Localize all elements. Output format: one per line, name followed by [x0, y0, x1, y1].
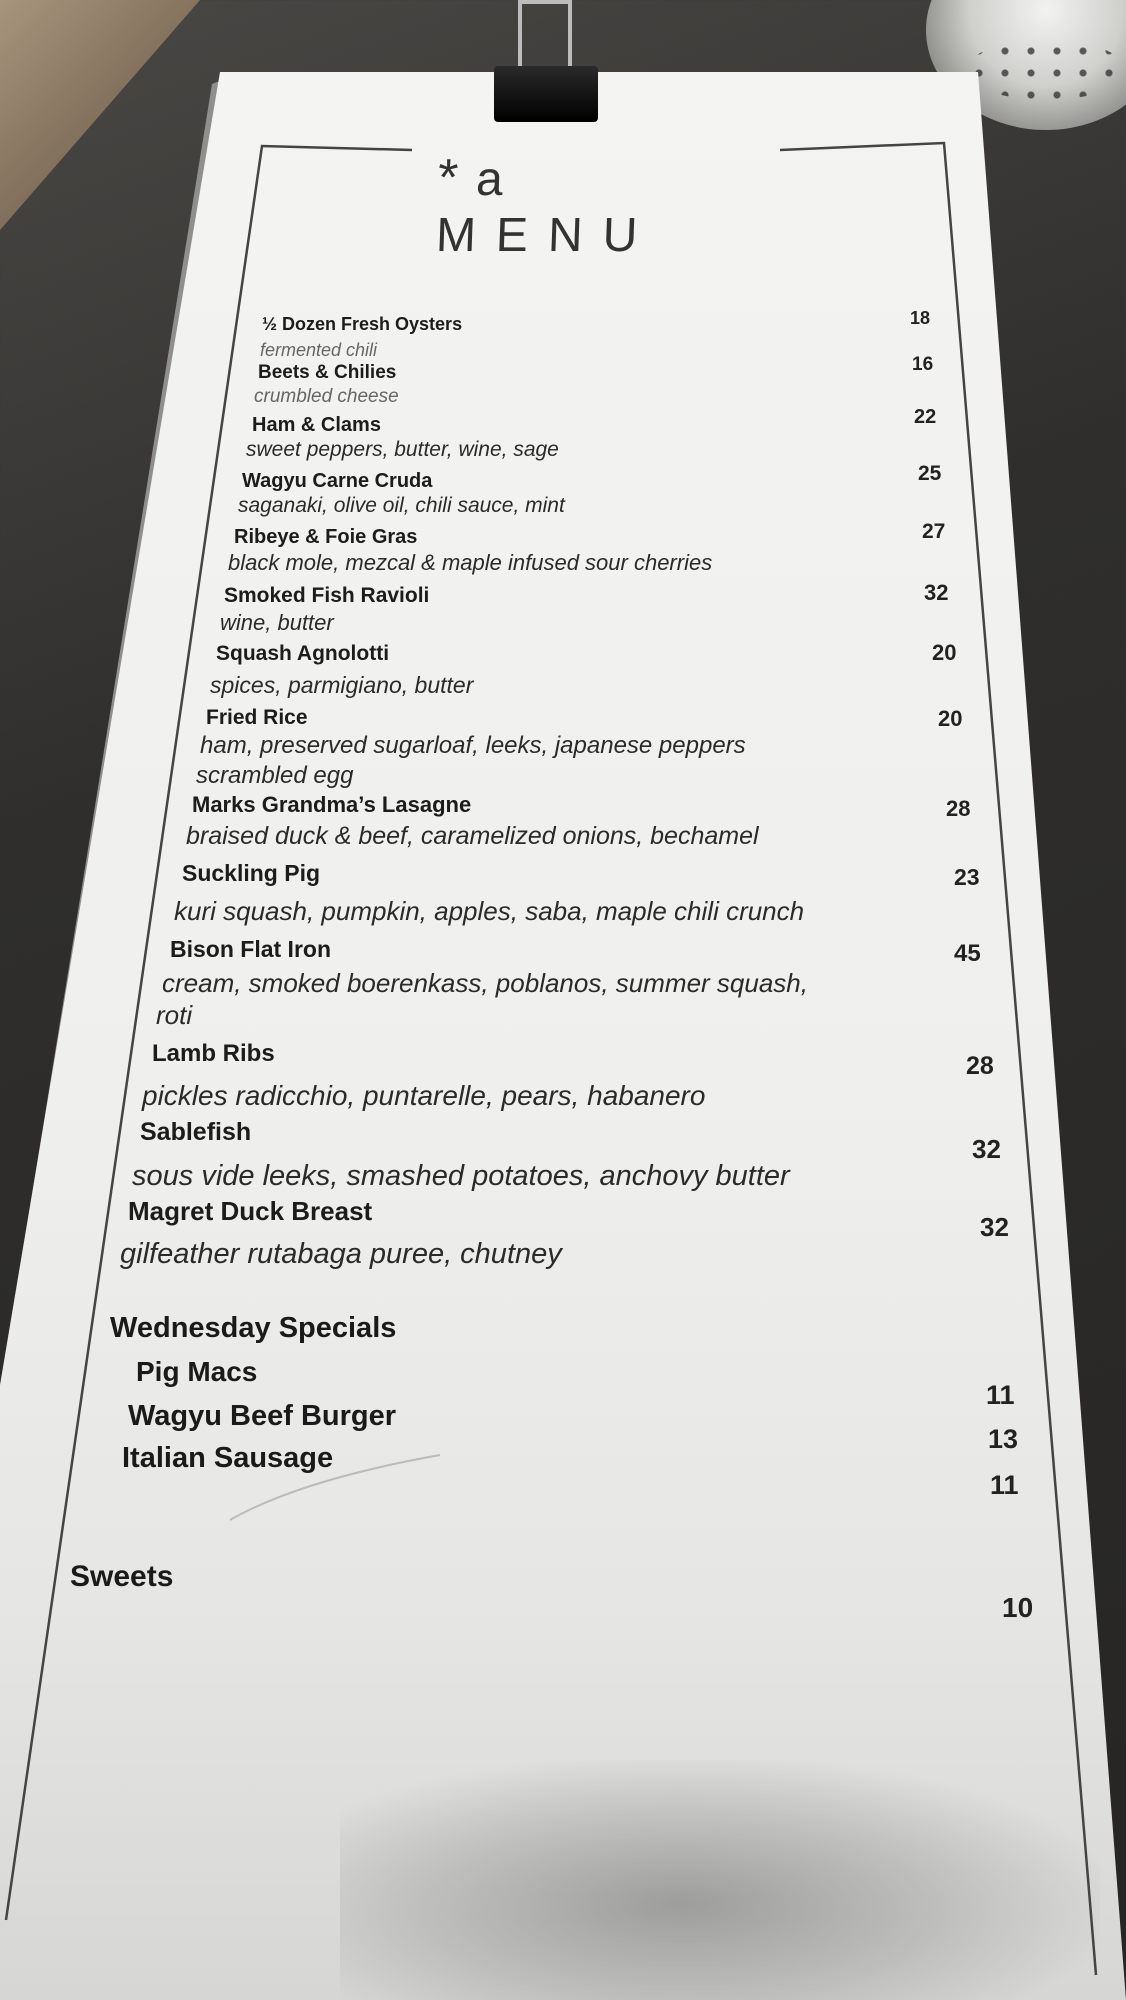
menu-item-desc: crumbled cheese — [254, 386, 399, 407]
menu-item-price: 20 — [938, 706, 963, 731]
menu-item-price: 20 — [932, 640, 957, 665]
menu-item-desc: braised duck & beef, caramelized onions, bechamel — [186, 822, 759, 850]
menu-item-desc: ham, preserved sugarloaf, leeks, japanese peppers — [200, 732, 746, 759]
menu-item-desc: saganaki, olive oil, chili sauce, mint — [238, 494, 565, 517]
sweets-heading: Sweets — [70, 1560, 174, 1593]
special-item-price: 11 — [990, 1470, 1019, 1500]
special-item-price: 11 — [986, 1380, 1015, 1410]
special-item-price: 13 — [988, 1424, 1019, 1454]
menu-item-name: Lamb Ribs — [152, 1040, 275, 1067]
menu-item-desc: black mole, mezcal & maple infused sour cherries — [228, 550, 713, 575]
menu-item-name: Wagyu Carne Cruda — [242, 470, 433, 492]
logo-mark: * — [436, 149, 460, 207]
menu-item-name: Suckling Pig — [182, 860, 321, 886]
menu-item-price: 45 — [954, 940, 981, 967]
menu-item-name: Smoked Fish Ravioli — [224, 584, 430, 607]
menu-item-name: Sablefish — [140, 1118, 252, 1146]
menu-item-name: Beets & Chilies — [258, 362, 397, 383]
menu-item-desc: gilfeather rutabaga puree, chutney — [120, 1238, 562, 1270]
special-item-name: Italian Sausage — [122, 1442, 334, 1474]
menu-item-desc: pickles radicchio, puntarelle, pears, habanero — [142, 1080, 706, 1111]
menu-item-name: Fried Rice — [206, 706, 308, 729]
binder-clip — [494, 66, 598, 122]
menu-item-desc: sweet peppers, butter, wine, sage — [246, 438, 559, 461]
menu-item-desc: wine, butter — [220, 610, 334, 635]
menu-item-price: 23 — [954, 864, 980, 890]
menu-title-text: a MENU — [435, 153, 659, 262]
menu-item-name: ½ Dozen Fresh Oysters — [262, 314, 463, 334]
menu-item-name: Ribeye & Foie Gras — [234, 526, 418, 548]
menu-item-name: Ham & Clams — [252, 414, 381, 436]
menu-item-desc: fermented chili — [260, 340, 378, 360]
menu-item-name: Squash Agnolotti — [216, 642, 390, 665]
menu-item-price: 28 — [966, 1052, 994, 1080]
special-item-name: Wagyu Beef Burger — [128, 1400, 397, 1432]
menu-title — [435, 148, 759, 262]
sweets-price: 10 — [1002, 1592, 1034, 1623]
specials-heading: Wednesday Specials — [110, 1312, 397, 1344]
shadow-on-paper — [340, 1760, 1100, 2000]
special-item-name: Pig Macs — [136, 1356, 258, 1387]
menu-item-price: 28 — [946, 796, 971, 821]
menu-item-price: 27 — [922, 520, 946, 543]
menu-item-desc-cont: scrambled egg — [196, 762, 354, 789]
menu-item-price: 32 — [972, 1134, 1001, 1164]
menu-item-name: Marks Grandma’s Lasagne — [192, 792, 472, 817]
menu-item-price: 32 — [924, 580, 949, 605]
menu-item-price: 22 — [914, 406, 937, 428]
menu-item-desc: sous vide leeks, smashed potatoes, anchovy butter — [132, 1160, 790, 1192]
menu-item-desc: cream, smoked boerenkass, poblanos, summer squash, — [162, 968, 808, 998]
menu-item-desc: kuri squash, pumpkin, apples, saba, maple chili crunch — [174, 896, 805, 926]
menu-item-name: Bison Flat Iron — [170, 936, 331, 962]
menu-item-price: 25 — [918, 462, 942, 485]
menu-item-name: Magret Duck Breast — [128, 1196, 373, 1226]
menu-item-desc-cont: roti — [156, 1000, 193, 1030]
menu-item-price: 32 — [980, 1212, 1009, 1242]
menu-item-price: 16 — [912, 354, 934, 375]
menu-item-price: 18 — [910, 308, 931, 328]
menu-item-desc: spices, parmigiano, butter — [210, 672, 474, 698]
wood-surface — [0, 0, 200, 230]
